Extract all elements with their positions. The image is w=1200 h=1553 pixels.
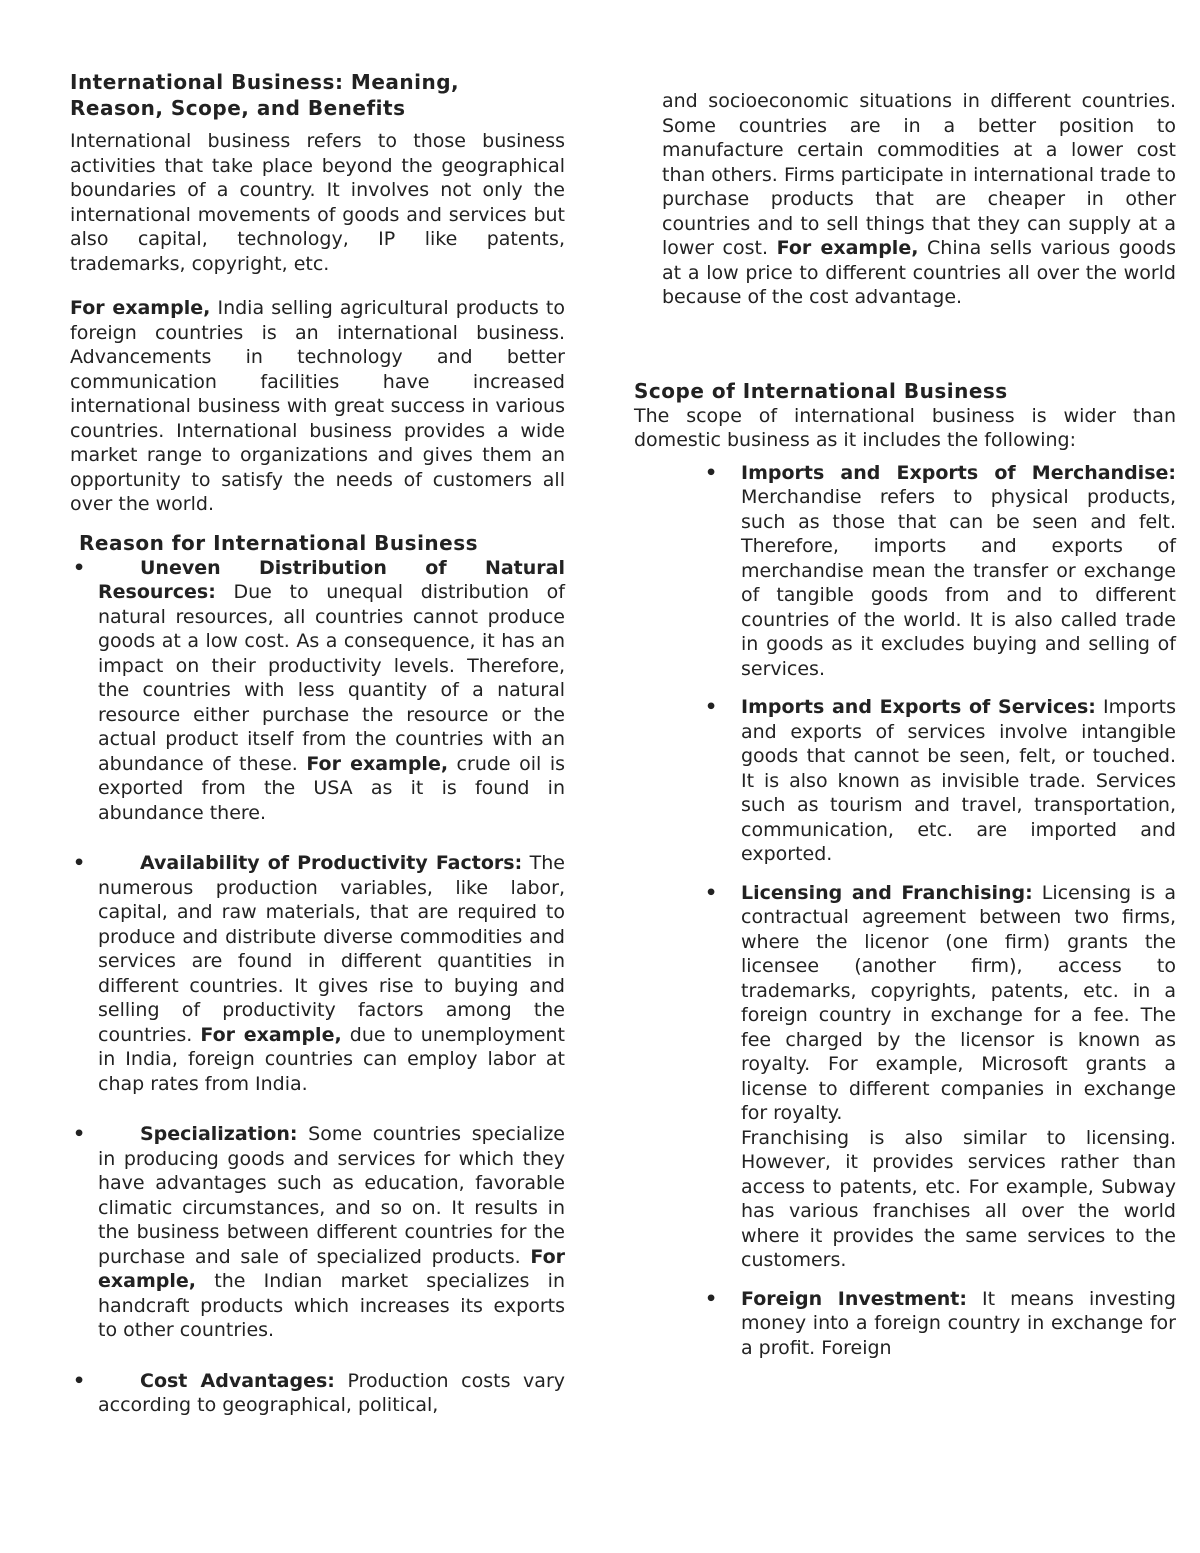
reason-item (70, 556, 565, 826)
reason-text: The numerous production variables, like labor, capital, and raw materials, that are required to produce and distribute diverse commodities and services are found in different quantities in different countries. It gives rise to buying and selling of productivity factors among the countries. (98, 852, 565, 1046)
title-line-2: Reason, Scope, and Benefits (70, 95, 406, 120)
scope-text: Merchandise refers to physical products, such as those that can be seen and felt. Therefore, imports and exports of merchandise mean the transfer or exchange of tangible goods from and to different countries of the world. It is also called trade in goods as it excludes buying and selling of services. (741, 486, 1176, 680)
reason-term: Cost Advantages: (140, 1369, 335, 1392)
reason-text: Some countries specialize in producing goods and services for which they have advantages such as education, favorable climatic circumstances, and so on. It results in the business between different countries for the purchase and sale of specialized products. (98, 1123, 565, 1268)
scope-text: Licensing is a contractual agreement between two firms, where the licenor (one firm) grants the licensee (another firm), access to trademarks, copyrights, patents, etc. in a foreign country in exchange for a fee. The fee charged by the licensor is known as royalty. For example, Microsoft grants a license to different companies in exchange for royalty. (741, 881, 1176, 1124)
reason-text: Production costs vary according to geographical, political, (98, 1369, 565, 1416)
scope-heading: Scope of International Business (634, 378, 1008, 403)
reason-term: Availability of Productivity Factors: (140, 852, 523, 874)
scope-item (634, 461, 1176, 682)
scope-list (634, 461, 1176, 1361)
reason-term: Specialization: (140, 1123, 298, 1145)
scope-term: Licensing and Franchising: (741, 881, 1033, 904)
reason-example-text: due to unemployment in India, foreign countries can employ labor at chap rates from India. (98, 1023, 565, 1095)
reason-list (70, 556, 565, 1418)
reason-example-label: For example, (98, 1245, 565, 1292)
scope-extra-text: Franchising is also similar to licensing. However, it provides services rather than access to patents, etc. For example, Subway has various franchises all over the world where it provides the same services to the customers. (741, 1126, 1176, 1271)
reason-example-label: For example, (306, 752, 449, 775)
reason-item (70, 1369, 565, 1418)
example-text: India selling agricultural products to foreign countries is an international business. Advancements in technology and better communication facilities have increased international business with great success in various countries. International business provides a wide market range to organizations and gives them an opportunity to satisfy the needs of customers all over the world. (70, 297, 565, 515)
continuation-paragraph (634, 89, 1176, 310)
scope-item (634, 1287, 1176, 1361)
continuation-text: and socioeconomic situations in different countries. Some countries are in a better position to manufacture certain commodities at a lower cost than others. Firms participate in international trade to purchase products that are cheaper in other countries and to sell things that they can supply at a lower cost. (662, 90, 1176, 259)
reason-heading: Reason for International Business (79, 530, 479, 555)
example-label: For example, (70, 297, 211, 319)
reason-item (70, 1122, 565, 1343)
continuation-example-text: China sells various goods at a low price to different countries all over the world because of the cost advantage. (662, 237, 1176, 308)
scope-text: Imports and exports of services involve intangible goods that cannot be seen, felt, or touched. It is also known as invisible trade. Services such as tourism and travel, transportation, communication, etc. are imported and exported. (741, 696, 1176, 865)
reason-term: Uneven Distribution of Natural Resources: (98, 556, 565, 603)
scope-term: Imports and Exports of Services: (741, 696, 1096, 718)
scope-item (634, 695, 1176, 867)
reason-text: Due to unequal distribution of natural resources, all countries cannot produce goods at a low cost. As a consequence, it has an impact on their productivity levels. Therefore, the countries with less quantity of a natural resource either purchase the resource or the actual product itself from the countries with an abundance of these. (98, 581, 565, 775)
example-paragraph (70, 296, 565, 517)
page-title (70, 70, 565, 121)
left-column (70, 70, 565, 1418)
title-line-1: International Business: Meaning, (70, 70, 460, 94)
intro-paragraph: International business refers to those business activities that take place beyond the geographical boundaries of a country. It involves not only the international movements of goods and services but also capital, technology, IP like patents, trademarks, copyright, etc. (70, 130, 565, 275)
reason-example-text: the Indian market specializes in handcraft products which increases its exports to other countries. (98, 1270, 565, 1341)
reason-example-text: crude oil is exported from the USA as it is found in abundance there. (98, 752, 565, 824)
reason-item (70, 851, 565, 1096)
right-column (634, 70, 1176, 1360)
reason-example-label: For example, (200, 1023, 342, 1046)
spacer (634, 329, 1176, 379)
scope-term: Imports and Exports of Merchandise: (741, 461, 1176, 484)
continuation-example-label: For example, (776, 237, 919, 259)
scope-item (634, 881, 1176, 1273)
spacer (70, 276, 565, 296)
scope-intro: The scope of international business is wider than domestic business as it includes the following: (634, 404, 1176, 451)
scope-text: It means investing money into a foreign country in exchange for a profit. Foreign (741, 1287, 1176, 1359)
scope-term: Foreign Investment: (741, 1287, 967, 1310)
